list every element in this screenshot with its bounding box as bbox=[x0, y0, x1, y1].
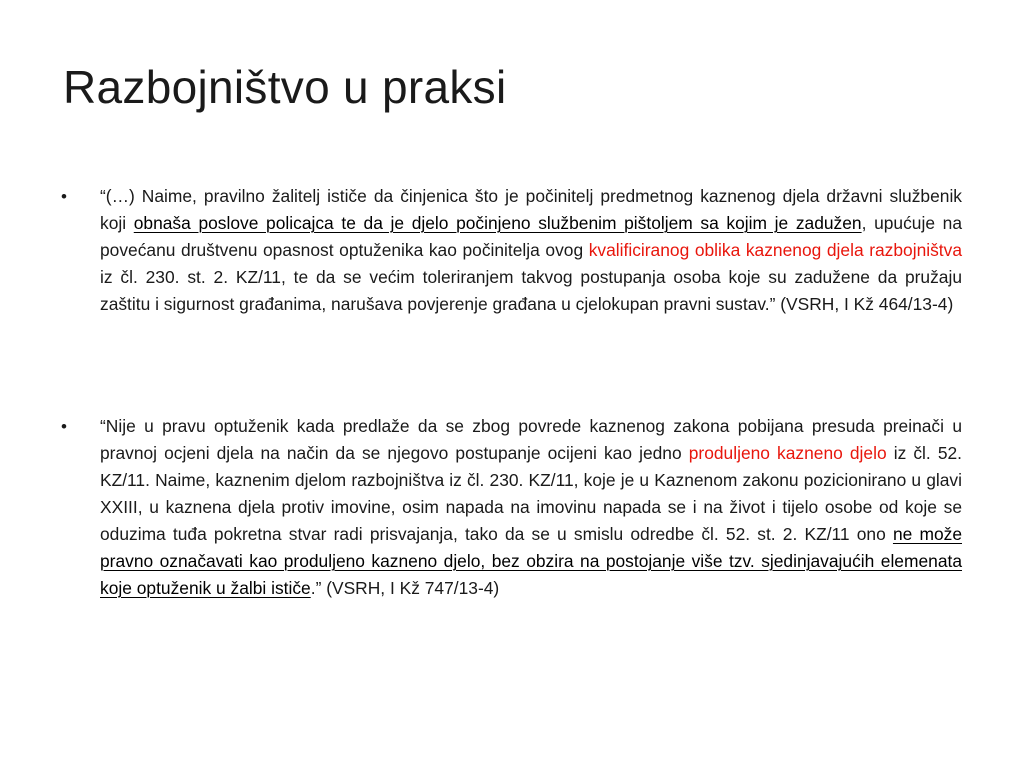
slide-title: Razbojništvo u praksi bbox=[63, 61, 507, 113]
underlined-emphasis: obnaša poslove policajca te da je djelo počinjeno službenim pištoljem sa kojim je zadužen bbox=[133, 213, 862, 233]
quote-text: iz čl. 52. KZ/11. Naime, kaznenim djelom razbojništva iz čl. 230. KZ/11, koje je u Kaznenom zakonu pozicionirano u glavi XXIII, u kaznena djela protiv imovine, osim napada na imovinu napada se i na život i tijelo osobe od koje se oduzima tuđa pokretna stvar radi prisvajanja, tako da se u smislu odredbe čl. 52. st. 2. KZ/11 ono bbox=[100, 443, 962, 544]
red-emphasis: produljeno kazneno djelo bbox=[688, 443, 887, 463]
underlined-emphasis: ne može pravno označavati kao produljeno kazneno djelo, bez obzira na postojanje više tzv. sjedinjavajućih elemenata koje optuženik u žalbi ističe bbox=[100, 524, 962, 598]
quote-text: iz čl. 230. st. 2. KZ/11, te da se većim toleriranjem takvog postupanja osoba koje su zadužene da pružaju zaštitu i sigurnost građanima, narušava povjerenje građana u cjelokupan pravni sustav.” (VSRH, I Kž 464/13-4) bbox=[100, 267, 962, 314]
red-emphasis: kvalificiranog oblika kaznenog djela razbojništva bbox=[588, 240, 963, 260]
quote-text: , upućuje na povećanu društvenu opasnost optuženika kao počinitelja ovog bbox=[100, 213, 962, 260]
bullet-marker: • bbox=[61, 187, 67, 206]
bullet-item-2 bbox=[61, 413, 962, 602]
quote-text: “(…) Naime, pravilno žalitelj ističe da činjenica što je počinitelj predmetnog kaznenog djela državni službenik koji bbox=[100, 186, 962, 233]
bullet-marker: • bbox=[61, 417, 67, 436]
bullet-item-1 bbox=[61, 183, 963, 318]
quote-text: “Nije u pravu optuženik kada predlaže da se zbog povrede kaznenog zakona pobijana presuda preinači u pravnoj ocjeni djela na način da se njegovo postupanje ocijeni kao jedno bbox=[100, 416, 962, 463]
quote-text: .” (VSRH, I Kž 747/13-4) bbox=[310, 578, 500, 598]
